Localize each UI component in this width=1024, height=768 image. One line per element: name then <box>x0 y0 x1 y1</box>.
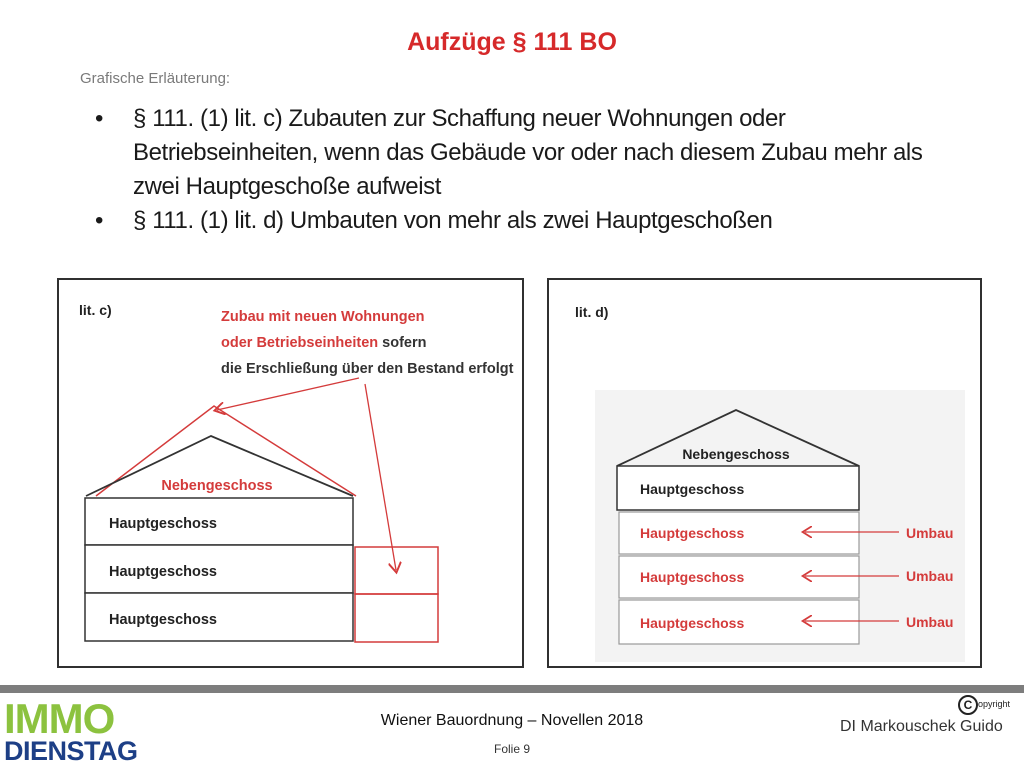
bullet-text: § 111. (1) lit. c) Zubauten zur Schaffung neuer Wohnungen oder Betriebseinheiten, wenn das Gebäude vor oder nach diesem Zubau mehr als zwei Hauptgeschoße aufweist <box>133 105 923 200</box>
roof-label-lit-c: Nebengeschoss <box>161 478 273 494</box>
floor-label: Hauptgeschoss <box>640 525 745 541</box>
bullet-item <box>95 204 965 238</box>
copyright-mark <box>956 693 1024 717</box>
annotation-black-line-3: die Erschließung über den Bestand erfolgt <box>221 361 514 377</box>
slide-subtitle: Grafische Erläuterung: <box>80 70 231 87</box>
annotation-black-line-2: sofern <box>378 335 427 351</box>
logo-immo-text: IMMO <box>4 695 115 742</box>
diagram-panel-lit-c <box>57 278 524 668</box>
floor-label: Hauptgeschoss <box>109 612 217 628</box>
copyright-text: opyright <box>978 699 1011 709</box>
bullet-dot: • <box>95 207 104 234</box>
bullet-item <box>95 102 965 204</box>
umbau-label: Umbau <box>906 614 954 630</box>
umbau-label: Umbau <box>906 525 954 541</box>
arrow-to-extension <box>365 384 396 570</box>
author-name: DI Markouschek Guido <box>840 718 1003 735</box>
floor-label: Hauptgeschoss <box>640 481 745 497</box>
floor-label: Hauptgeschoss <box>109 564 217 580</box>
logo-dienstag-text: DIENSTAG <box>4 736 138 766</box>
slide-title: Aufzüge § 111 BO <box>407 28 617 56</box>
arrow-to-roof <box>217 378 359 410</box>
diagram-lit-d <box>549 280 980 666</box>
zubau-box <box>355 594 438 642</box>
floor-label: Hauptgeschoss <box>109 516 217 532</box>
bullet-list <box>95 102 965 238</box>
bullet-dot: • <box>95 105 104 132</box>
diagram-panel-lit-d <box>547 278 982 668</box>
diagram-lit-c <box>59 280 522 666</box>
zubau-box <box>355 547 438 594</box>
footer-title: Wiener Bauordnung – Novellen 2018 <box>380 712 644 729</box>
umbau-label: Umbau <box>906 568 954 584</box>
copyright-icon: C <box>958 695 978 715</box>
bullet-text: § 111. (1) lit. d) Umbauten von mehr als zwei Hauptgeschoßen <box>133 207 773 234</box>
panel-label-lit-c: lit. c) <box>79 302 112 318</box>
panel-label-lit-d: lit. d) <box>575 304 609 320</box>
floor-label: Hauptgeschoss <box>640 569 745 585</box>
roof-label-lit-d: Nebengeschoss <box>682 446 790 462</box>
page-number: Folie 9 <box>493 742 531 756</box>
floor-label: Hauptgeschoss <box>640 615 745 631</box>
annotation-red-line-1: Zubau mit neuen Wohnungen <box>221 309 425 325</box>
annotation-red-line-2: oder Betriebseinheiten <box>221 335 379 351</box>
footer-divider <box>0 685 1024 693</box>
